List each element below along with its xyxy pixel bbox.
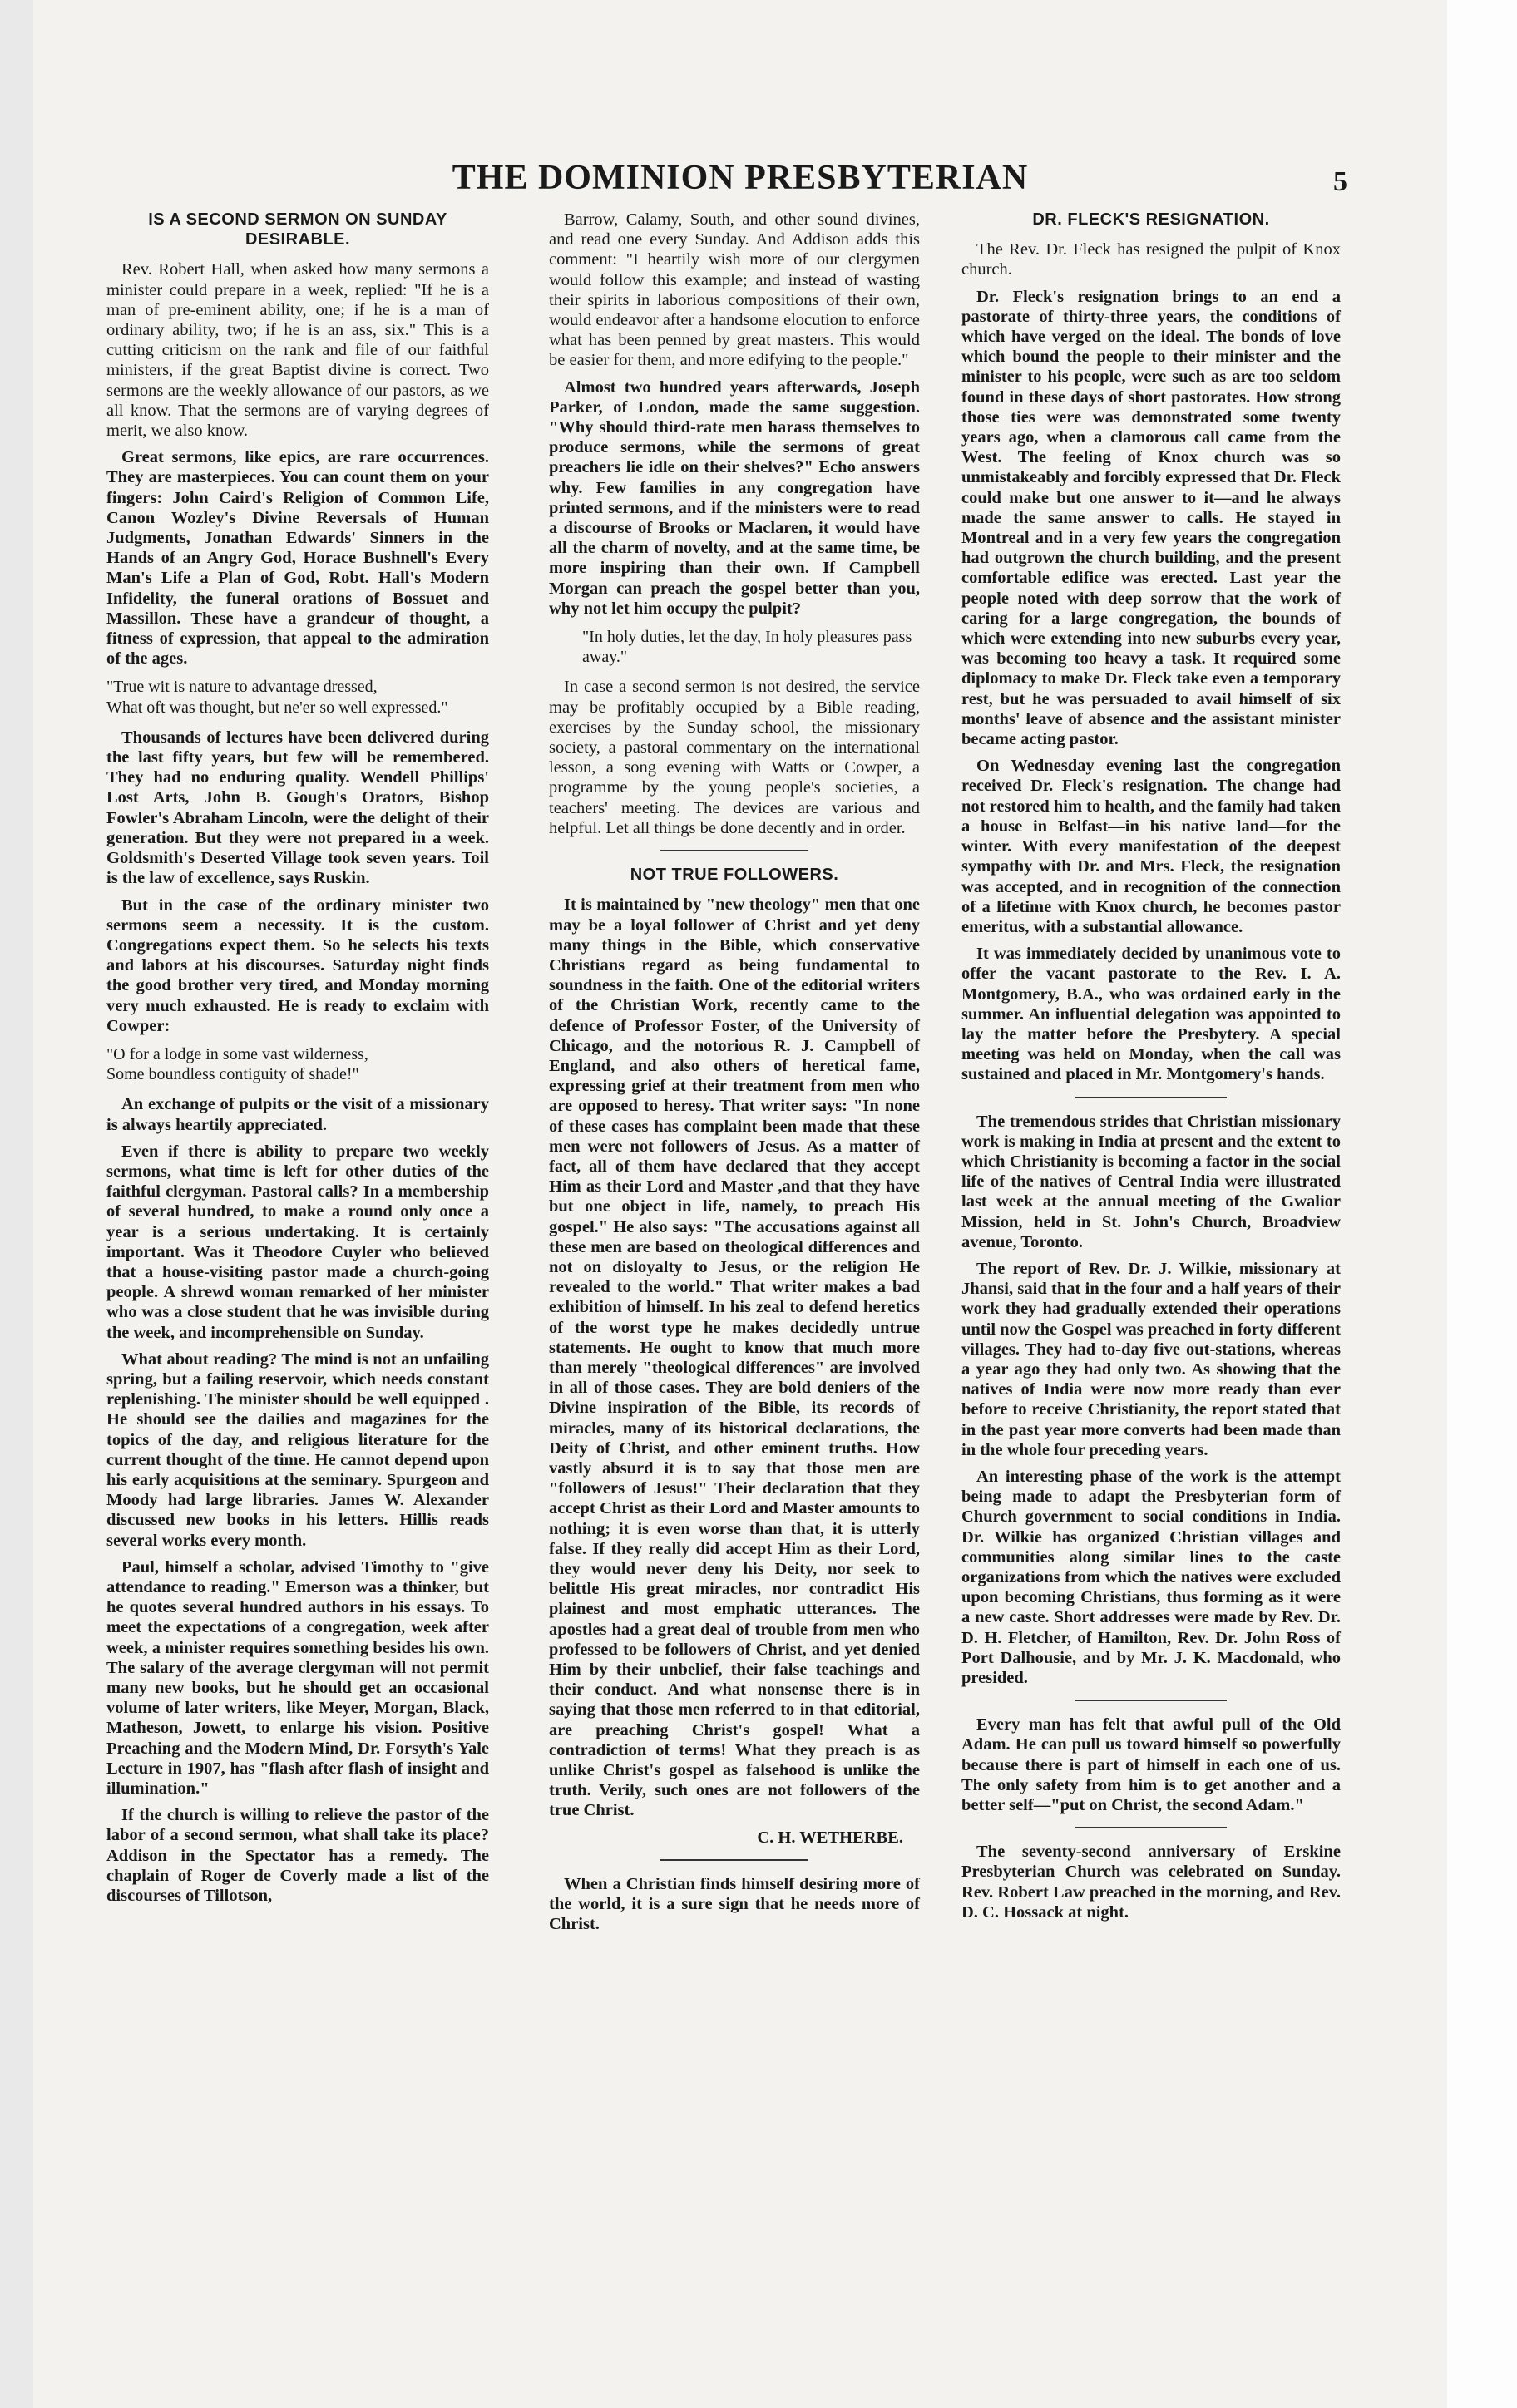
- verse-quote: [106, 1044, 489, 1084]
- article-paragraph: Paul, himself a scholar, advised Timothy to "give attendance to reading." Emerson was a thinker, but he quotes several hundred authors in his essays. To meet the expectations of a congregation, week after week, a minister requires something besides his own. The salary of the average clergyman will not permit many new books, but he should get an occasional volume of later writers, like Meyer, Morgan, Black, Matheson, Jowett, to enlarge his vision. Positive Preaching and the Modern Mind, Dr. Forsyth's Yale Lecture in 1907, has "flash after flash of insight and illumination.": [106, 1557, 489, 1799]
- author-signature: C. H. WETHERBE.: [757, 1828, 903, 1847]
- verse-line: "O for a lodge in some vast wilderness,: [106, 1044, 368, 1063]
- article-paragraph: An exchange of pulpits or the visit of a missionary is always heartily appreciated.: [106, 1095, 489, 1134]
- section-divider: [660, 1859, 808, 1861]
- article-paragraph: Rev. Robert Hall, when asked how many sermons a minister could prepare in a week, replied: "If he is a man of pre-eminent ability, one; if he is a man of ordinary ability, two; if he is an ass, six." This is a cutting criticism on the rank and file of our faithful ministers, if the great Baptist divine is correct. Two sermons are the weekly allowance of our pastors, as we all know. That the sermons are of varying degrees of merit, we also know.: [106, 260, 489, 441]
- column-1: [106, 210, 489, 1912]
- headline-not-true-followers: NOT TRUE FOLLOWERS.: [630, 866, 839, 885]
- article-paragraph: Even if there is ability to prepare two weekly sermons, what time is left for other duties of the faithful clergyman. Pastoral calls? In a membership of several hundred, to make a round only once a year is a serious undertaking. It is certainly important. Was it Theodore Cuyler who believed that a house-visiting pastor made a church-going people. A shrewd woman remarked of her minister who was a close student that he was invisible during the week, and incomprehensible on Sunday.: [106, 1142, 489, 1342]
- section-divider: [660, 850, 808, 851]
- verse-line: Some boundless contiguity of shade!": [106, 1065, 359, 1084]
- verse-line: "True wit is nature to advantage dressed,: [106, 678, 378, 697]
- article-paragraph: It was immediately decided by unanimous vote to offer the vacant pastorate to the Rev. I. A. Montgomery, B.A., who was ordained early in the summer. An influential delegation was appointed to lay the matter before the Presbytery. A special meeting was held on Monday, when the call was sustained and placed in Mr. Montgomery's hands.: [961, 945, 1341, 1084]
- section-divider: [1075, 1827, 1227, 1828]
- article-paragraph: Every man has felt that awful pull of the Old Adam. He can pull us toward himself so powerfully because there is part of himself in each one of us. The only safety from him is to get another and a better self—"put on Christ, the second Adam.": [961, 1715, 1341, 1815]
- verse-line: What oft was thought, but ne'er so well expressed.": [106, 698, 448, 717]
- article-paragraph: What about reading? The mind is not an unfailing spring, but a failing reservoir, which needs constant replenishing. The minister should be well equipped . He should see the dailies and magazines for the topics of the day, and religious literature for the current thought of the time. He cannot depend upon his early acquisitions at the seminary. Spurgeon and Moody had large libraries. James W. Alexander discussed new books in his letters. Hillis reads several works every month.: [106, 1350, 489, 1550]
- article-paragraph: Great sermons, like epics, are rare occurrences. They are masterpieces. You can count them on your fingers: John Caird's Religion of Common Life, Canon Wozley's Divine Reversals of Human Judgments, Jonathan Edwards' Sinners in the Hands of an Angry God, Horace Bushnell's Every Man's Life a Plan of God, Robt. Hall's Modern Infidelity, the funeral orations of Bossuet and Massillon. These have a grandeur of thought, a fitness of expression, that appeal to the admiration of the ages.: [106, 448, 489, 669]
- article-paragraph: On Wednesday evening last the congregation received Dr. Fleck's resignation. The change had not restored him to health, and the family had taken a house in Belfast—in his native land—for the winter. With every manifestation of the deepest sympathy with Dr. and Mrs. Fleck, the resignation was accepted, and in recognition of the connection of a lifetime with Knox church, he becomes pastor emeritus, with a substantial allowance.: [961, 757, 1341, 936]
- article-paragraph: The tremendous strides that Christian missionary work is making in India at present and the extent to which Christianity is becoming a factor in the social life of the natives of Central India were illustrated last week at the annual meeting of the Gwalior Mission, held in St. John's Church, Broadview avenue, Toronto.: [961, 1112, 1341, 1251]
- article-paragraph: When a Christian finds himself desiring more of the world, it is a sure sign that he needs more of Christ.: [549, 1874, 920, 1934]
- page-header: [33, 158, 1447, 208]
- section-divider: [1075, 1700, 1227, 1701]
- column-2: [549, 210, 920, 1941]
- article-paragraph: But in the case of the ordinary minister two sermons seem a necessity. It is the custom. Congregations expect them. So he selects his texts and labors at his discourses. Saturday night finds the good brother very tired, and Monday morning very much exhausted. He is ready to exclaim with Cowper:: [106, 896, 489, 1035]
- verse-quote: [106, 677, 489, 717]
- section-divider: [1075, 1097, 1227, 1098]
- column-3: [961, 210, 1341, 1929]
- article-paragraph: The Rev. Dr. Fleck has resigned the pulpit of Knox church.: [961, 240, 1341, 279]
- verse-quote: [582, 627, 920, 667]
- article-paragraph: The report of Rev. Dr. J. Wilkie, missionary at Jhansi, said that in the four and a half years of their work they had gradually extended their operations until now the Gospel was preached in forty different villages. They had to-day five out-stations, whereas a year ago they had only two. As showing that the natives of India were now more ready than ever before to receive Christianity, the report stated that in the past year more converts had been made than in the whole four preceding years.: [961, 1259, 1341, 1459]
- article-paragraph: An interesting phase of the work is the attempt being made to adapt the Presbyterian form of Church government to social conditions in India. Dr. Wilkie has organized Christian villages and communities along similar lines to the caste organizations from which the natives were excluded upon becoming Christians, thus forming as it were a new caste. Short addresses were made by Rev. Dr. D. H. Fletcher, of Hamilton, Rev. Dr. John Ross of Port Dalhousie, and by Mr. J. K. Macdonald, who presided.: [961, 1467, 1341, 1688]
- article-paragraph: If the church is willing to relieve the pastor of the labor of a second sermon, what shall take its place? Addison in the Spectator has a remedy. The chaplain of Roger de Coverly made a list of the discourses of Tillotson,: [106, 1806, 489, 1906]
- article-paragraph: Barrow, Calamy, South, and other sound divines, and read one every Sunday. And Addison adds this comment: "I heartily wish more of our clergymen would follow this example; and instead of wasting their spirits in laborious compositions of their own, would endeavor after a handsome elocution to enforce what has been penned by great masters. This would be easier for them, and more edifying to the people.": [549, 210, 920, 370]
- article-paragraph: Almost two hundred years afterwards, Joseph Parker, of London, made the same suggestion. "Why should third-rate men harass themselves to produce sermons, while the sermons of great preachers lie idle on their shelves?" Echo answers why. Few families in any congregation have printed sermons, and if the ministers were to read a discourse of Brooks or Maclaren, it would have all the charm of novelty, and at the same time, be more inspiring than their own. If Campbell Morgan can preach the gospel better than you, why not let him occupy the pulpit?: [549, 377, 920, 618]
- article-paragraph: Thousands of lectures have been delivered during the last fifty years, but few will be remembered. They had no enduring quality. Wendell Phillips' Lost Arts, John B. Gough's Orators, Bishop Fowler's Abraham Lincoln, were the delight of their generation. But they were not prepared in a week. Goldsmith's Deserted Village took seven years. Toil is the law of excellence, says Ruskin.: [106, 728, 489, 888]
- scan-border-left: [0, 0, 33, 2408]
- verse-line: In holy pleasures pass away.": [582, 628, 912, 667]
- article-paragraph: It is maintained by "new theology" men that one may be a loyal follower of Christ and yet deny many things in the Bible, which conservative Christians regard as being fundamental to soundness in the faith. One of the editorial writers of the Christian Work, recently came to the defence of Professor Foster, of the University of Chicago, and the notorious R. J. Campbell of England, and also others of heretical fame, expressing grief at their treatment from men who are opposed to heresy. That writer says: "In none of these cases has complaint been made that these men were not followers of Jesus. As a matter of fact, all of them have declared that they accept Him as their Lord and Master ,and that they have but one object in life, namely, to preach His gospel." He also says: "The accusations against all these men are based on theological differences and not on disloyalty to Jesus, or the religion He revealed to the world." That writer makes a bad exhibition of himself. In his zeal to defend heretics of the worst type he makes decidedly untrue statements. He ought to know that much more than merely "theological differences" are involved in all of those cases. They are bold deniers of the Divine inspiration of the Bible, its records of miracles, many of its historical declarations, the Deity of Christ, and other eminent truths. How vastly absurd it is to say that those men are "followers of Jesus!" Their declaration that they accept Christ as their Lord and Master amounts to nothing; it is even worse than that, it is utterly false. If they really did accept Him as their Lord, they would never deny his Deity, nor seek to belittle His great miracles, nor contradict His plainest and most emphatic utterances. The apostles had a great deal of trouble from men who professed to be followers of Christ, and yet denied Him by their unbelief, their false teachings and their conduct. And what nonsense there is in saying that those men referred to in that editorial, are preaching Christ's gospel! What a contradiction of terms! What they preach is as unlike Christ's gospel as falsehood is unlike the truth. Verily, such ones are not followers of the true Christ.: [549, 896, 920, 1820]
- verse-line: "In holy duties, let the day,: [582, 628, 762, 647]
- article-paragraph: In case a second sermon is not desired, the service may be profitably occupied by a Bible reading, exercises by the Sunday school, the missionary society, a pastoral commentary on the international lesson, a song evening with Watts or Cowper, a programme by the young people's societies, a teachers' meeting. The devices are various and helpful. Let all things be done decently and in order.: [549, 678, 920, 837]
- masthead-title: THE DOMINION PRESBYTERIAN: [452, 159, 1029, 197]
- article-paragraph: The seventy-second anniversary of Erskine Presbyterian Church was celebrated on Sunday. Rev. Robert Law preached in the morning, and Rev. D. C. Hossack at night.: [961, 1843, 1341, 1922]
- headline-second-sermon: IS A SECOND SERMON ON SUNDAY DESIRABLE.: [148, 210, 447, 249]
- scan-border-right: [1447, 0, 1517, 2408]
- headline-fleck-resignation: DR. FLECK'S RESIGNATION.: [1032, 210, 1270, 229]
- page-number: 5: [1333, 166, 1347, 197]
- article-paragraph: Dr. Fleck's resignation brings to an end a pastorate of thirty-three years, the conditions of which have verged on the ideal. The bonds of love which bound the people to their minister and the minister to his people, were such as are too seldom found in these days of short pastorates. How strong those ties were was demonstrated some twenty years ago, when a clamorous call came from the West. The feeling of Knox church was so unmistakeably and forcibly expressed that Dr. Fleck could make but one answer to it—and he always made the same answer to calls. He stayed in Montreal and in a very few years the congregation had outgrown the church building, and the present comfortable edifice was erected. Last year the people noted with deep sorrow that the work of caring for a large congregation, the bounds of which were extending into new suburbs every year, was becoming too heavy a task. It required some diplomacy to make Dr. Fleck take even a temporary rest, but he was persuaded to avail himself of six months' leave of absence and the assistant minister became acting pastor.: [961, 287, 1341, 749]
